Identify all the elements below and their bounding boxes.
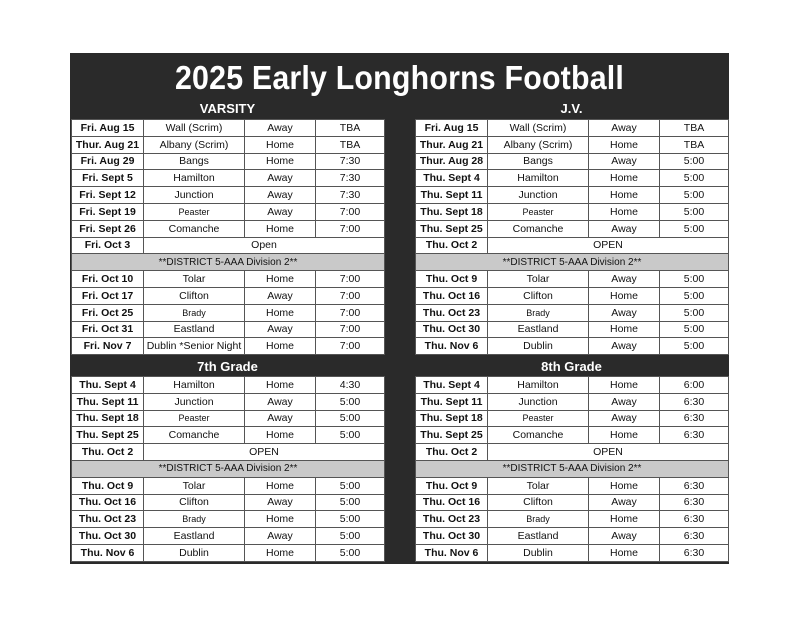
kickoff-time: 7:30 — [316, 187, 385, 204]
opponent-name: Albany (Scrim) — [144, 136, 245, 153]
opponent-name: Junction — [488, 187, 589, 204]
grade7-schedule-table — [71, 376, 385, 562]
game-date: Thur. Aug 28 — [416, 153, 488, 170]
game-site: Home — [245, 136, 316, 153]
game-date: Thu. Sept 11 — [72, 393, 144, 410]
district-divider-row — [72, 460, 385, 477]
game-date: Thu. Oct 2 — [416, 237, 488, 254]
game-row — [416, 528, 729, 545]
grade7-heading: 7th Grade — [197, 359, 258, 374]
game-date: Fri. Oct 10 — [72, 271, 144, 288]
opponent-name: Eastland — [488, 321, 589, 338]
game-site: Away — [245, 393, 316, 410]
opponent-name: Tolar — [144, 477, 245, 494]
kickoff-time: 7:00 — [316, 304, 385, 321]
game-row — [72, 338, 385, 355]
kickoff-time: 6:30 — [660, 393, 729, 410]
kickoff-time: 6:00 — [660, 377, 729, 394]
game-site: Home — [589, 427, 660, 444]
game-row — [416, 410, 729, 427]
kickoff-time: 6:30 — [660, 410, 729, 427]
kickoff-time: 7:00 — [316, 338, 385, 355]
jv-schedule-table — [415, 119, 729, 355]
game-site: Away — [589, 304, 660, 321]
grade8-heading: 8th Grade — [541, 359, 602, 374]
game-date: Thu. Sept 11 — [416, 393, 488, 410]
kickoff-time: 5:00 — [660, 304, 729, 321]
kickoff-time: TBA — [316, 120, 385, 137]
game-site: Away — [245, 287, 316, 304]
game-row — [72, 187, 385, 204]
district-divider-row — [416, 460, 729, 477]
game-date: Thur. Aug 21 — [72, 136, 144, 153]
game-date: Thu. Sept 18 — [72, 410, 144, 427]
kickoff-time: 5:00 — [660, 287, 729, 304]
game-row — [72, 170, 385, 187]
varsity-schedule-table — [71, 119, 385, 355]
game-date: Thu. Oct 30 — [416, 321, 488, 338]
opponent-name: Comanche — [144, 427, 245, 444]
game-date: Thu. Oct 23 — [72, 511, 144, 528]
game-row — [72, 203, 385, 220]
opponent-name: Eastland — [488, 528, 589, 545]
game-date: Thu. Sept 25 — [416, 427, 488, 444]
opponent-name: Peaster — [488, 203, 589, 220]
kickoff-time: 5:00 — [660, 203, 729, 220]
game-date: Thu. Oct 9 — [72, 477, 144, 494]
kickoff-time: TBA — [660, 136, 729, 153]
game-date: Thu. Oct 23 — [416, 304, 488, 321]
game-row — [72, 427, 385, 444]
game-site: Home — [245, 338, 316, 355]
kickoff-time: 5:00 — [660, 220, 729, 237]
game-row — [72, 271, 385, 288]
game-row — [416, 220, 729, 237]
kickoff-time: 5:00 — [660, 338, 729, 355]
kickoff-time: 5:00 — [660, 187, 729, 204]
game-row — [416, 477, 729, 494]
game-date: Fri. Sept 5 — [72, 170, 144, 187]
game-date: Thu. Sept 4 — [72, 377, 144, 394]
game-date: Thur. Aug 21 — [416, 136, 488, 153]
game-site: Away — [589, 338, 660, 355]
game-row — [416, 153, 729, 170]
game-site: Home — [589, 203, 660, 220]
game-row — [416, 544, 729, 561]
game-site: Away — [589, 494, 660, 511]
opponent-name: Comanche — [488, 427, 589, 444]
game-row — [72, 136, 385, 153]
opponent-name: Brady — [488, 304, 589, 321]
game-date: Fri. Oct 3 — [72, 237, 144, 254]
varsity-heading: VARSITY — [199, 101, 256, 116]
opponent-name: Peaster — [144, 410, 245, 427]
game-date: Fri. Nov 7 — [72, 338, 144, 355]
opponent-name: Brady — [488, 511, 589, 528]
kickoff-time: 5:00 — [316, 494, 385, 511]
game-site: Away — [245, 120, 316, 137]
game-date: Thu. Sept 11 — [416, 187, 488, 204]
open-week-row — [416, 444, 729, 461]
opponent-name: Eastland — [144, 321, 245, 338]
opponent-name: Tolar — [488, 477, 589, 494]
game-site: Away — [245, 170, 316, 187]
game-site: Home — [589, 377, 660, 394]
game-row — [72, 304, 385, 321]
game-date: Fri. Aug 29 — [72, 153, 144, 170]
game-site: Home — [589, 187, 660, 204]
game-date: Fri. Oct 25 — [72, 304, 144, 321]
game-row — [416, 120, 729, 137]
opponent-name: Dublin *Senior Night — [144, 338, 245, 355]
district-label: **DISTRICT 5-AAA Division 2** — [416, 254, 729, 271]
kickoff-time: 7:00 — [316, 220, 385, 237]
opponent-name: Peaster — [488, 410, 589, 427]
jv-heading: J.V. — [560, 101, 583, 116]
game-row — [416, 170, 729, 187]
kickoff-time: 5:00 — [316, 427, 385, 444]
opponent-name: Clifton — [144, 494, 245, 511]
schedule-poster — [70, 53, 729, 564]
game-date: Thu. Oct 9 — [416, 477, 488, 494]
opponent-name: Hamilton — [488, 377, 589, 394]
game-site: Away — [245, 321, 316, 338]
game-row — [72, 410, 385, 427]
game-row — [72, 494, 385, 511]
game-site: Home — [245, 153, 316, 170]
open-week-label: OPEN — [488, 444, 729, 461]
opponent-name: Brady — [144, 304, 245, 321]
game-site: Home — [589, 136, 660, 153]
game-row — [416, 304, 729, 321]
game-site: Home — [245, 377, 316, 394]
game-site: Away — [245, 410, 316, 427]
game-date: Thu. Oct 9 — [416, 271, 488, 288]
game-site: Away — [589, 528, 660, 545]
game-row — [72, 477, 385, 494]
game-site: Home — [245, 220, 316, 237]
kickoff-time: 5:00 — [660, 153, 729, 170]
game-date: Thu. Oct 2 — [416, 444, 488, 461]
game-row — [72, 287, 385, 304]
open-week-row — [72, 444, 385, 461]
kickoff-time: 5:00 — [316, 528, 385, 545]
kickoff-time: TBA — [316, 136, 385, 153]
opponent-name: Junction — [144, 393, 245, 410]
opponent-name: Albany (Scrim) — [488, 136, 589, 153]
game-site: Home — [245, 427, 316, 444]
kickoff-time: 5:00 — [316, 477, 385, 494]
kickoff-time: 6:30 — [660, 427, 729, 444]
opponent-name: Hamilton — [144, 377, 245, 394]
district-divider-row — [416, 254, 729, 271]
game-row — [416, 203, 729, 220]
game-date: Thu. Oct 16 — [72, 494, 144, 511]
game-site: Home — [589, 170, 660, 187]
game-row — [416, 427, 729, 444]
opponent-name: Tolar — [144, 271, 245, 288]
game-date: Thu. Sept 4 — [416, 377, 488, 394]
game-date: Thu. Oct 16 — [416, 287, 488, 304]
game-row — [416, 494, 729, 511]
kickoff-time: 7:30 — [316, 170, 385, 187]
open-week-label: OPEN — [144, 444, 385, 461]
game-date: Fri. Sept 19 — [72, 203, 144, 220]
game-site: Home — [589, 287, 660, 304]
game-row — [72, 544, 385, 561]
game-row — [72, 321, 385, 338]
game-row — [72, 511, 385, 528]
opponent-name: Dublin — [488, 338, 589, 355]
game-row — [416, 271, 729, 288]
kickoff-time: TBA — [660, 120, 729, 137]
kickoff-time: 5:00 — [660, 271, 729, 288]
game-site: Home — [245, 477, 316, 494]
game-row — [416, 511, 729, 528]
game-date: Thu. Sept 18 — [416, 410, 488, 427]
opponent-name: Clifton — [488, 287, 589, 304]
opponent-name: Bangs — [144, 153, 245, 170]
game-site: Away — [245, 494, 316, 511]
game-row — [416, 338, 729, 355]
kickoff-time: 6:30 — [660, 528, 729, 545]
open-week-label: Open — [144, 237, 385, 254]
game-row — [416, 187, 729, 204]
open-week-label: OPEN — [488, 237, 729, 254]
game-row — [416, 287, 729, 304]
game-row — [416, 393, 729, 410]
district-divider-row — [72, 254, 385, 271]
game-date: Fri. Oct 17 — [72, 287, 144, 304]
game-row — [72, 220, 385, 237]
opponent-name: Eastland — [144, 528, 245, 545]
game-date: Fri. Aug 15 — [72, 120, 144, 137]
page-title: 2025 Early Longhorns Football — [174, 59, 625, 96]
kickoff-time: 6:30 — [660, 477, 729, 494]
game-site: Home — [245, 511, 316, 528]
kickoff-time: 7:00 — [316, 287, 385, 304]
game-date: Thu. Oct 16 — [416, 494, 488, 511]
game-site: Away — [589, 120, 660, 137]
opponent-name: Wall (Scrim) — [144, 120, 245, 137]
opponent-name: Hamilton — [144, 170, 245, 187]
game-row — [416, 136, 729, 153]
kickoff-time: 6:30 — [660, 511, 729, 528]
district-label: **DISTRICT 5-AAA Division 2** — [72, 254, 385, 271]
game-site: Home — [589, 321, 660, 338]
game-site: Away — [589, 271, 660, 288]
game-row — [72, 377, 385, 394]
game-date: Fri. Aug 15 — [416, 120, 488, 137]
kickoff-time: 5:00 — [660, 170, 729, 187]
game-date: Thu. Oct 2 — [72, 444, 144, 461]
game-row — [72, 393, 385, 410]
opponent-name: Hamilton — [488, 170, 589, 187]
open-week-row — [72, 237, 385, 254]
game-site: Away — [245, 187, 316, 204]
kickoff-time: 5:00 — [316, 544, 385, 561]
game-date: Thu. Oct 30 — [72, 528, 144, 545]
game-date: Thu. Nov 6 — [416, 544, 488, 561]
game-date: Thu. Sept 25 — [416, 220, 488, 237]
game-row — [72, 120, 385, 137]
kickoff-time: 4:30 — [316, 377, 385, 394]
game-row — [72, 153, 385, 170]
kickoff-time: 6:30 — [660, 544, 729, 561]
game-site: Away — [589, 393, 660, 410]
district-label: **DISTRICT 5-AAA Division 2** — [72, 460, 385, 477]
game-date: Thu. Sept 18 — [416, 203, 488, 220]
game-date: Thu. Oct 23 — [416, 511, 488, 528]
kickoff-time: 5:00 — [316, 393, 385, 410]
kickoff-time: 5:00 — [316, 511, 385, 528]
opponent-name: Wall (Scrim) — [488, 120, 589, 137]
opponent-name: Comanche — [488, 220, 589, 237]
game-site: Home — [245, 544, 316, 561]
kickoff-time: 7:00 — [316, 203, 385, 220]
game-site: Home — [589, 544, 660, 561]
open-week-row — [416, 237, 729, 254]
game-site: Away — [589, 153, 660, 170]
opponent-name: Junction — [488, 393, 589, 410]
game-date: Fri. Oct 31 — [72, 321, 144, 338]
grade8-schedule-table — [415, 376, 729, 562]
kickoff-time: 5:00 — [316, 410, 385, 427]
game-date: Fri. Sept 12 — [72, 187, 144, 204]
game-site: Home — [245, 304, 316, 321]
game-site: Home — [245, 271, 316, 288]
game-date: Thu. Sept 4 — [416, 170, 488, 187]
opponent-name: Tolar — [488, 271, 589, 288]
opponent-name: Peaster — [144, 203, 245, 220]
kickoff-time: 6:30 — [660, 494, 729, 511]
game-date: Thu. Nov 6 — [72, 544, 144, 561]
opponent-name: Dublin — [144, 544, 245, 561]
game-site: Home — [589, 511, 660, 528]
game-row — [416, 321, 729, 338]
game-site: Away — [245, 203, 316, 220]
game-date: Fri. Sept 26 — [72, 220, 144, 237]
opponent-name: Clifton — [144, 287, 245, 304]
opponent-name: Junction — [144, 187, 245, 204]
game-site: Away — [589, 220, 660, 237]
game-date: Thu. Oct 30 — [416, 528, 488, 545]
opponent-name: Dublin — [488, 544, 589, 561]
game-row — [72, 528, 385, 545]
game-date: Thu. Sept 25 — [72, 427, 144, 444]
opponent-name: Comanche — [144, 220, 245, 237]
opponent-name: Brady — [144, 511, 245, 528]
game-site: Away — [245, 528, 316, 545]
opponent-name: Clifton — [488, 494, 589, 511]
game-date: Thu. Nov 6 — [416, 338, 488, 355]
game-row — [416, 377, 729, 394]
game-site: Away — [589, 410, 660, 427]
kickoff-time: 5:00 — [660, 321, 729, 338]
opponent-name: Bangs — [488, 153, 589, 170]
kickoff-time: 7:00 — [316, 321, 385, 338]
district-label: **DISTRICT 5-AAA Division 2** — [416, 460, 729, 477]
kickoff-time: 7:00 — [316, 271, 385, 288]
game-site: Home — [589, 477, 660, 494]
kickoff-time: 7:30 — [316, 153, 385, 170]
